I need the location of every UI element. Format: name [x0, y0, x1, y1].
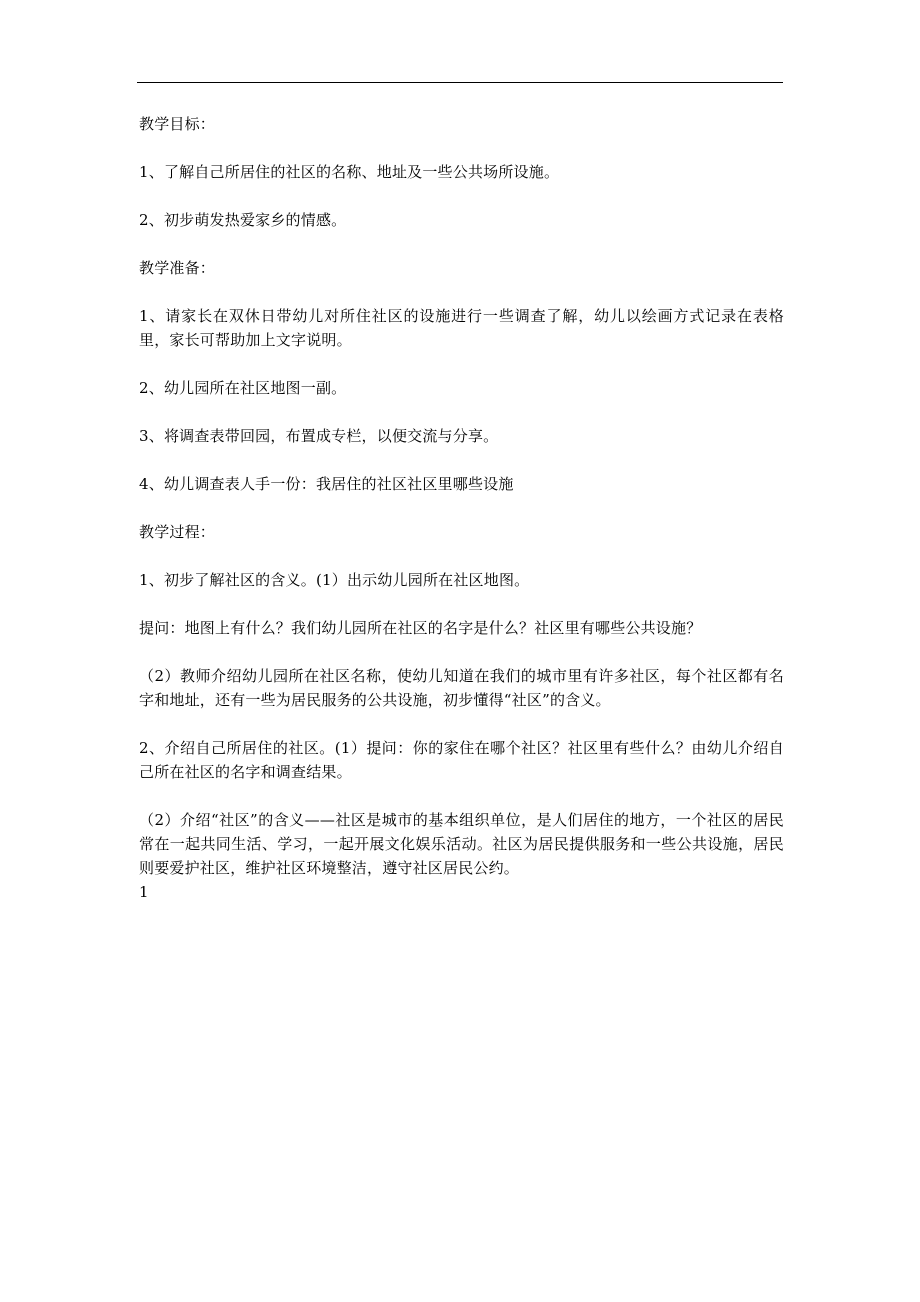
page-number: 1 [139, 883, 149, 901]
section-heading-process: 教学过程： [139, 523, 216, 541]
preparation-item-2: 2、幼儿园所在社区地图一副。 [139, 379, 347, 397]
document-body [139, 112, 784, 904]
process-question: 提问：地图上有什么？我们幼儿园所在社区的名字是什么？社区里有哪些公共设施？ [139, 619, 702, 637]
section-heading-preparation: 教学准备： [139, 259, 216, 277]
process-step-1: 1、初步了解社区的含义。(1）出示幼儿园所在社区地图。 [139, 571, 530, 589]
preparation-item-4: 4、幼儿调查表人手一份：我居住的社区社区里哪些设施 [139, 475, 514, 493]
objective-item-1: 1、了解自己所居住的社区的名称、地址及一些公共场所设施。 [139, 163, 560, 181]
header-rule [137, 82, 783, 83]
process-step-1-part-2: （2）教师介绍幼儿园所在社区名称，使幼儿知道在我们的城市里有许多社区，每个社区都有名字和地址，还有一些为居民服务的公共设施，初步懂得“社区”的含义。 [139, 667, 784, 709]
objective-item-2: 2、初步萌发热爱家乡的情感。 [139, 211, 347, 229]
process-step-2: 2、介绍自己所居住的社区。(1）提问：你的家住在哪个社区？社区里有些什么？由幼儿介绍自己所在社区的名字和调查结果。 [139, 739, 784, 781]
section-heading-objectives: 教学目标： [139, 115, 216, 133]
preparation-item-1: 1、请家长在双休日带幼儿对所住社区的设施进行一些调查了解，幼儿以绘画方式记录在表格里，家长可帮助加上文字说明。 [139, 307, 784, 349]
preparation-item-3: 3、将调查表带回园，布置成专栏，以便交流与分享。 [139, 427, 499, 445]
process-step-2-part-2: （2）介绍“社区”的含义——社区是城市的基本组织单位，是人们居住的地方，一个社区的居民常在一起共同生活、学习，一起开展文化娱乐活动。社区为居民提供服务和一些公共设施，居民则要爱护社区，维护社区环境整洁，遵守社区居民公约。 [139, 811, 784, 877]
